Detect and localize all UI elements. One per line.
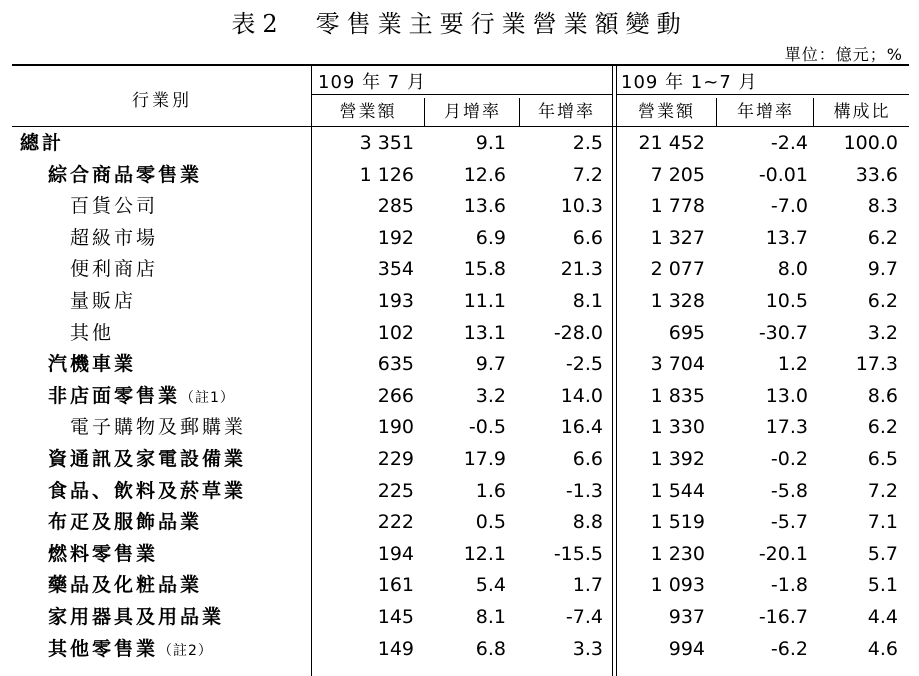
- row-label-text: 百貨公司: [70, 195, 159, 218]
- row-value: 3 351: [359, 132, 414, 154]
- row-value: 1 328: [650, 290, 705, 312]
- row-value: 5.7: [867, 542, 898, 565]
- row-value: 192: [377, 226, 414, 249]
- row-value: -30.7: [758, 321, 808, 344]
- row-value: 149: [377, 637, 414, 660]
- row-label-text: 非店面零售業: [48, 384, 181, 407]
- row-label-text: 藥品及化粧品業: [48, 574, 203, 597]
- table-row: [12, 412, 909, 443]
- row-value: 1 126: [359, 163, 414, 186]
- top-rule: [12, 64, 909, 66]
- subheader-mom: 月增率: [424, 98, 520, 126]
- row-value: 0.5: [475, 511, 506, 534]
- row-value: 1 330: [650, 416, 705, 439]
- row-value: 10.5: [765, 290, 808, 312]
- row-value: -28.0: [553, 321, 603, 344]
- row-value: 1 519: [650, 511, 705, 534]
- row-value: -0.01: [758, 163, 808, 186]
- row-value: 3 704: [650, 353, 705, 376]
- row-label: [48, 381, 235, 412]
- header-period-ytd: 109 年 1~7 月: [621, 72, 758, 93]
- row-label-text: 便利商店: [70, 258, 159, 281]
- row-label-text: 家用器具及用品業: [48, 606, 225, 628]
- row-label: [48, 160, 202, 191]
- row-label-text: 超級市場: [70, 226, 159, 249]
- row-value: 13.0: [765, 384, 808, 407]
- row-value: 9.7: [867, 258, 898, 281]
- row-value: 695: [668, 321, 705, 344]
- row-label-text: 其他: [70, 321, 115, 344]
- row-value: 10.3: [560, 195, 603, 218]
- row-value: 635: [377, 353, 414, 376]
- row-value: 6.6: [572, 226, 603, 249]
- row-value: 1 778: [650, 195, 705, 218]
- row-value: 994: [668, 637, 705, 660]
- row-label: [70, 412, 246, 443]
- row-value: 937: [668, 606, 705, 628]
- table-row: [12, 539, 909, 570]
- row-value: 1.2: [777, 353, 808, 376]
- row-label: [48, 570, 202, 601]
- row-value: 12.6: [463, 163, 506, 186]
- row-value: 8.1: [475, 606, 506, 628]
- row-value: 4.6: [867, 637, 898, 660]
- row-value: 6.2: [867, 416, 898, 439]
- row-value: -5.8: [770, 479, 808, 502]
- table-row: [12, 602, 909, 633]
- row-value: 7 205: [650, 163, 705, 186]
- row-value: 354: [377, 258, 414, 281]
- row-value: 15.8: [463, 258, 506, 281]
- row-value: 2 077: [650, 258, 705, 281]
- row-value: 17.3: [765, 416, 808, 439]
- table-title: 表2 零售業主要行業營業額變動: [231, 10, 688, 38]
- row-label: [48, 634, 213, 665]
- row-value: 193: [377, 290, 414, 312]
- row-value: 16.4: [560, 416, 603, 439]
- row-value: 222: [377, 511, 414, 534]
- row-value: 102: [377, 321, 414, 344]
- table-row: [12, 634, 909, 665]
- row-label-text: 布疋及服飾品業: [48, 511, 203, 534]
- row-value: 5.1: [867, 574, 898, 597]
- row-value: -5.7: [770, 511, 808, 534]
- period-rule-2: [617, 94, 909, 95]
- row-value: 8.0: [777, 258, 808, 281]
- row-value: 6.8: [475, 637, 506, 660]
- row-value: -16.7: [758, 606, 808, 628]
- row-value: 13.1: [463, 321, 506, 344]
- row-value: 4.4: [867, 606, 898, 628]
- row-label-text: 量販店: [70, 290, 137, 312]
- subheader-yoy-month: 年增率: [519, 98, 613, 126]
- row-value: 6.6: [572, 448, 603, 470]
- header-industry: 行業別: [132, 91, 192, 111]
- row-value: 21 452: [638, 132, 705, 154]
- row-value: 6.2: [867, 226, 898, 249]
- table-row: [12, 191, 909, 222]
- table-row: [12, 318, 909, 349]
- row-value: 1 327: [650, 226, 705, 249]
- row-value: -15.5: [553, 542, 603, 565]
- subheader-yoy-ytd: 年增率: [716, 98, 814, 126]
- table-row: [12, 128, 909, 159]
- row-value: 7.2: [572, 163, 603, 186]
- row-value: 17.9: [463, 448, 506, 470]
- row-value: 1 392: [650, 448, 705, 470]
- row-value: 8.6: [867, 384, 898, 407]
- table-row: [12, 286, 909, 317]
- row-value: -1.8: [770, 574, 808, 597]
- row-label: [48, 349, 136, 380]
- table-row: [12, 444, 909, 475]
- row-value: -0.5: [468, 416, 506, 439]
- row-value: 1 093: [650, 574, 705, 597]
- row-label: [20, 128, 64, 159]
- row-value: 2.5: [572, 132, 603, 154]
- row-value: 1 544: [650, 479, 705, 502]
- row-value: -2.4: [770, 132, 808, 154]
- row-value: 13.6: [463, 195, 506, 218]
- row-label-text: 燃料零售業: [48, 542, 159, 565]
- row-value: 8.8: [572, 511, 603, 534]
- row-value: 12.1: [463, 542, 506, 565]
- row-value: 33.6: [855, 163, 898, 186]
- subheader-sales-month: 營業額: [339, 102, 397, 122]
- row-value: 7.2: [867, 479, 898, 502]
- row-value: 3.3: [572, 637, 603, 660]
- unit-label: 單位：億元；%: [784, 45, 903, 64]
- row-value: 266: [377, 384, 414, 407]
- row-note: （註2）: [158, 642, 213, 659]
- row-label-text: 汽機車業: [48, 353, 137, 376]
- row-value: 11.1: [463, 290, 506, 312]
- row-value: 17.3: [855, 353, 898, 376]
- row-label: [48, 476, 246, 507]
- row-value: 190: [377, 416, 414, 439]
- table-row: [12, 349, 909, 380]
- row-label: [70, 286, 136, 317]
- table-row: [12, 223, 909, 254]
- row-value: 1 230: [650, 542, 705, 565]
- row-value: 8.1: [572, 290, 603, 312]
- row-value: -6.2: [770, 637, 808, 660]
- row-value: 161: [377, 574, 414, 597]
- table-row: [12, 476, 909, 507]
- row-value: 145: [377, 606, 414, 628]
- period-rule-1: [312, 94, 612, 95]
- row-value: 9.7: [475, 353, 506, 376]
- row-label: [70, 254, 158, 285]
- row-label-text: 其他零售業: [48, 637, 159, 660]
- row-label: [48, 539, 158, 570]
- row-value: -2.5: [565, 353, 603, 376]
- row-value: 14.0: [560, 384, 603, 407]
- row-label-text: 食品、飲料及菸草業: [48, 479, 247, 502]
- row-value: 7.1: [867, 511, 898, 534]
- row-label: [48, 444, 246, 475]
- table-row: [12, 507, 909, 538]
- row-value: 194: [377, 542, 414, 565]
- row-value: 285: [377, 195, 414, 218]
- row-value: 6.9: [475, 226, 506, 249]
- subheader-share: 構成比: [813, 98, 910, 126]
- row-value: 3.2: [475, 384, 506, 407]
- row-value: 21.3: [560, 258, 603, 281]
- row-value: 8.3: [867, 195, 898, 218]
- row-label: [70, 191, 158, 222]
- row-value: 9.1: [475, 132, 506, 154]
- row-value: -20.1: [758, 542, 808, 565]
- row-value: 6.2: [867, 290, 898, 312]
- row-value: 1.6: [475, 479, 506, 502]
- table-row: [12, 254, 909, 285]
- row-value: 229: [377, 448, 414, 470]
- row-value: -0.2: [770, 448, 808, 470]
- row-label-text: 電子購物及郵購業: [70, 416, 247, 439]
- table-row: [12, 160, 909, 191]
- row-value: -7.4: [565, 606, 603, 628]
- row-label: [70, 223, 158, 254]
- row-value: 5.4: [475, 574, 506, 597]
- table-row: [12, 570, 909, 601]
- table-row: [12, 381, 909, 412]
- row-value: 1.7: [572, 574, 603, 597]
- row-label: [70, 318, 114, 349]
- row-label: [48, 507, 202, 538]
- row-label-text: 總計: [20, 132, 65, 154]
- row-value: 6.5: [867, 448, 898, 470]
- header-rule: [12, 126, 909, 127]
- row-value: -7.0: [770, 195, 808, 218]
- row-value: 1 835: [650, 384, 705, 407]
- row-label: [48, 602, 224, 633]
- row-label-text: 綜合商品零售業: [48, 163, 203, 186]
- row-value: 100.0: [843, 132, 898, 154]
- row-value: 225: [377, 479, 414, 502]
- row-value: 13.7: [765, 226, 808, 249]
- row-note: （註1）: [180, 389, 235, 406]
- header-period-month: 109 年 7 月: [318, 72, 426, 93]
- subheader-sales-ytd: 營業額: [638, 102, 695, 122]
- row-value: -1.3: [565, 479, 603, 502]
- row-label-text: 資通訊及家電設備業: [48, 448, 247, 470]
- row-value: 3.2: [867, 321, 898, 344]
